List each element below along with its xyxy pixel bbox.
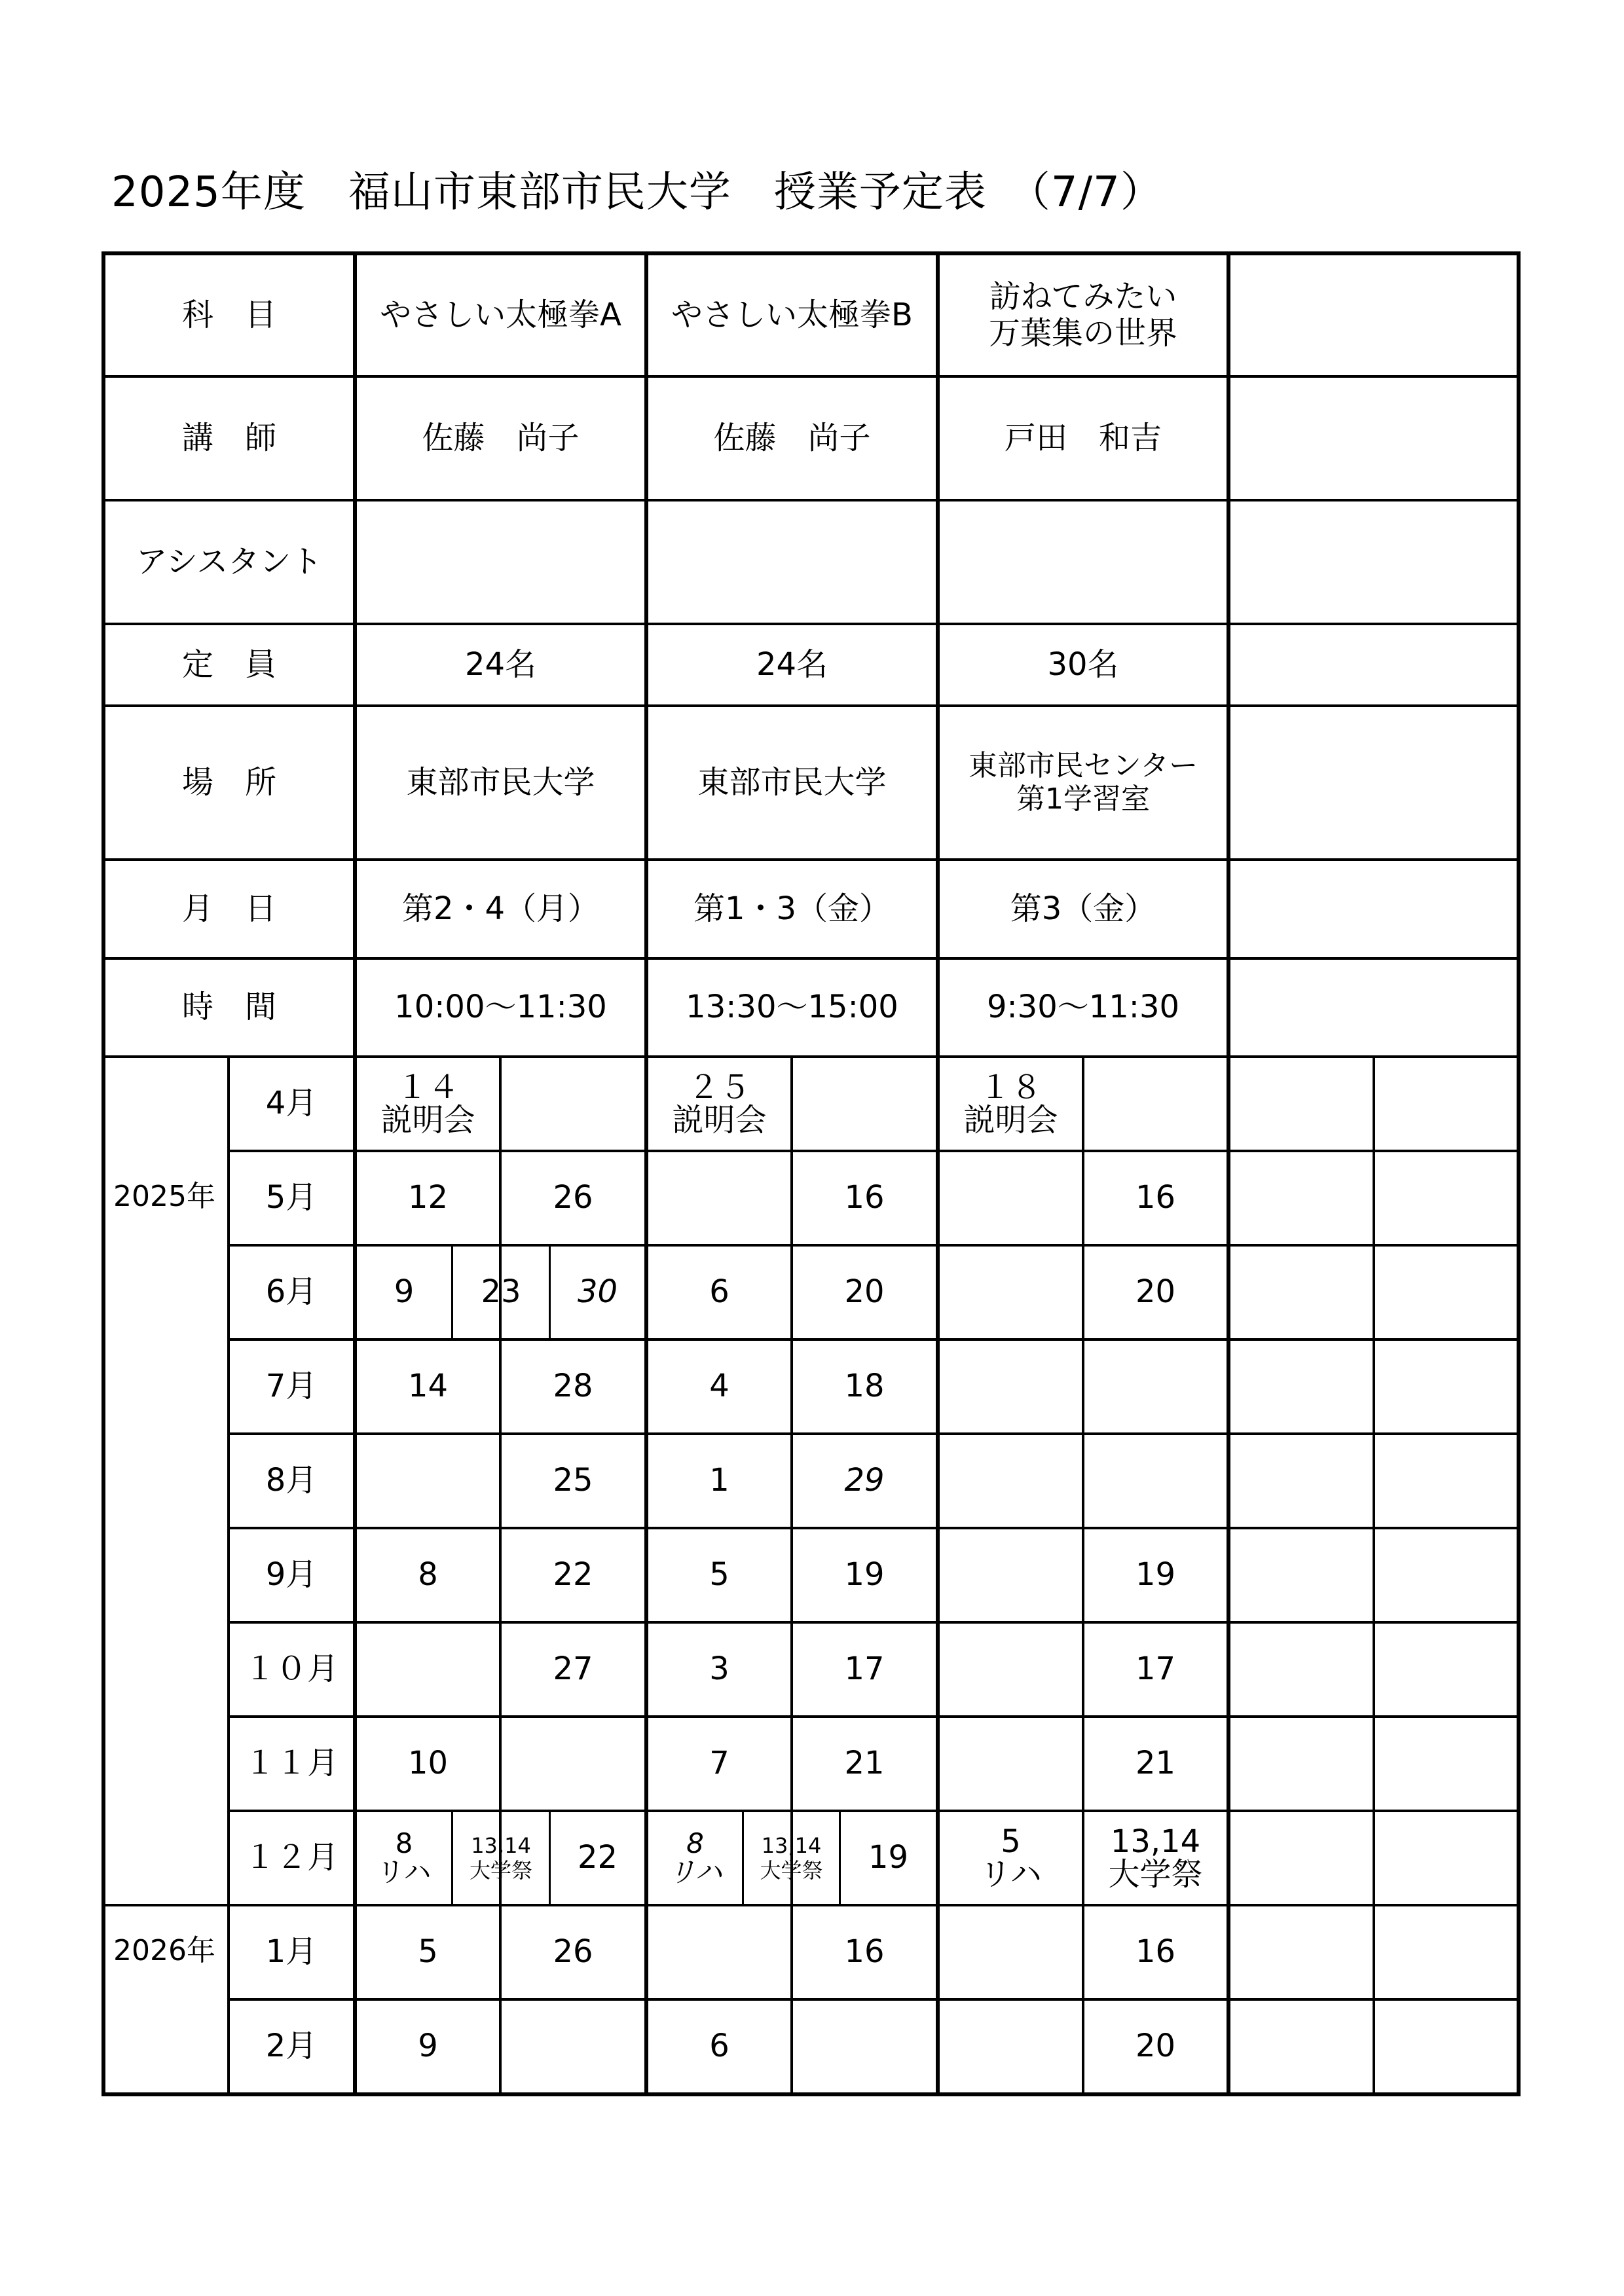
course-c-capacity: 30名 <box>1047 646 1119 683</box>
label-teacher: 講 師 <box>181 419 276 456</box>
date-cell: 8 リハ <box>668 1827 722 1888</box>
date-cell: 3 <box>709 1650 729 1688</box>
date-cell <box>940 1435 1082 1527</box>
year-label: 2025年 <box>113 1179 215 1213</box>
date-cell: 13,14 大学祭 <box>760 1832 823 1883</box>
date-cell: 27 <box>553 1650 593 1688</box>
date-cell: 19 <box>844 1556 885 1594</box>
month-label: 7月 <box>265 1368 318 1405</box>
course-a-capacity: 24名 <box>464 646 537 683</box>
date-cell: 20 <box>1135 1273 1176 1311</box>
course-b-place: 東部市民大学 <box>697 763 887 801</box>
course-b-capacity: 24名 <box>756 646 828 683</box>
date-cell: 5 リハ <box>980 1823 1042 1893</box>
date-cell: 6 <box>709 1273 729 1311</box>
course-d-teacher <box>1230 378 1517 499</box>
course-c-teacher: 戸田 和吉 <box>1004 419 1162 456</box>
date-cell: 16 <box>844 1933 885 1971</box>
date-cell: 26 <box>553 1933 593 1971</box>
course-c-day: 第3（金） <box>1010 890 1156 927</box>
label-day: 月 日 <box>181 890 276 927</box>
date-cell <box>357 1435 499 1527</box>
course-a-place: 東部市民大学 <box>406 763 595 801</box>
date-cell: 16 <box>1135 1933 1176 1971</box>
course-b-teacher: 佐藤 尚子 <box>713 419 871 456</box>
date-cell: 7 <box>709 1745 729 1782</box>
month-label: 5月 <box>265 1179 318 1216</box>
date-cell: 13,14 大学祭 <box>1108 1823 1203 1893</box>
date-cell <box>502 2001 644 2092</box>
date-cell: 19 <box>1135 1556 1176 1594</box>
label-capacity: 定 員 <box>181 646 276 683</box>
course-c-place: 東部市民センター 第1学習室 <box>968 748 1198 816</box>
date-cell: 9 <box>394 1273 415 1311</box>
course-d-time <box>1230 960 1517 1055</box>
date-cell <box>940 1906 1082 1998</box>
course-d-place <box>1230 707 1517 858</box>
date-cell <box>357 1624 499 1715</box>
course-c-time: 9:30～11:30 <box>986 989 1180 1026</box>
date-cell: 20 <box>1135 2028 1176 2065</box>
date-cell: 21 <box>1135 1745 1176 1782</box>
date-cell <box>940 1247 1082 1338</box>
month-label: 4月 <box>265 1085 318 1122</box>
date-cell: 16 <box>844 1179 885 1216</box>
date-cell: 8 リハ <box>377 1827 432 1888</box>
date-cell <box>940 1718 1082 1810</box>
date-cell: 30 <box>577 1273 618 1311</box>
date-cell: 23 <box>481 1273 521 1311</box>
month-label: １１月 <box>244 1745 339 1782</box>
course-b-day: 第1・3（金） <box>693 890 891 927</box>
date-cell: 26 <box>553 1179 593 1216</box>
course-d-day <box>1230 861 1517 957</box>
date-cell: 8 <box>418 1556 438 1594</box>
course-a-assistant <box>357 501 644 623</box>
course-d-subject <box>1230 255 1517 375</box>
year-label: 2026年 <box>113 1933 215 1967</box>
date-cell: 20 <box>844 1273 885 1311</box>
course-a-day: 第2・4（月） <box>401 890 600 927</box>
date-cell: 10 <box>407 1745 449 1782</box>
label-time: 時 間 <box>181 989 276 1026</box>
date-cell <box>648 1152 790 1244</box>
date-cell: 22 <box>553 1556 593 1594</box>
course-c-subject: 訪ねてみたい 万葉集の世界 <box>988 278 1177 352</box>
month-label: 8月 <box>265 1462 318 1499</box>
month-label: １２月 <box>244 1839 339 1876</box>
course-d-capacity <box>1230 625 1517 704</box>
date-cell: 17 <box>844 1650 885 1688</box>
course-a-teacher: 佐藤 尚子 <box>422 419 580 456</box>
month-label: １０月 <box>244 1650 339 1688</box>
date-cell <box>502 1718 644 1810</box>
date-cell: 17 <box>1135 1650 1176 1688</box>
date-cell: 18 <box>844 1368 885 1405</box>
label-place: 場 所 <box>181 763 276 801</box>
date-cell <box>940 2001 1082 2092</box>
date-cell: 29 <box>844 1462 885 1499</box>
label-subject: 科 目 <box>181 296 276 333</box>
date-cell: 28 <box>553 1368 593 1405</box>
date-cell: 1 <box>709 1462 729 1499</box>
date-cell: １４ 説明会 <box>380 1068 475 1139</box>
date-cell: 9 <box>418 2028 438 2065</box>
month-label: 1月 <box>265 1933 318 1971</box>
date-cell <box>648 1906 790 1998</box>
page-title: 2025年度 福山市東部市民大学 授業予定表 （7/7） <box>111 168 1163 217</box>
date-cell <box>793 2001 936 2092</box>
date-cell: ２５ 説明会 <box>672 1068 767 1139</box>
date-cell <box>940 1529 1082 1621</box>
date-cell: 25 <box>553 1462 593 1499</box>
date-cell: 22 <box>577 1839 618 1876</box>
month-label: 9月 <box>265 1556 318 1594</box>
date-cell <box>1084 1341 1227 1432</box>
date-cell: 14 <box>407 1368 449 1405</box>
course-a-subject: やさしい太極拳A <box>380 296 621 333</box>
course-b-subject: やさしい太極拳B <box>671 296 913 333</box>
date-cell: 13,14 大学祭 <box>469 1832 532 1883</box>
month-label: 6月 <box>265 1273 318 1311</box>
date-cell: 12 <box>407 1179 449 1216</box>
date-cell: 16 <box>1135 1179 1176 1216</box>
date-cell: 21 <box>844 1745 885 1782</box>
date-cell <box>940 1624 1082 1715</box>
date-cell: 5 <box>709 1556 729 1594</box>
date-cell: 6 <box>709 2028 729 2065</box>
month-label: 2月 <box>265 2028 318 2065</box>
date-cell: 19 <box>868 1839 909 1876</box>
label-assistant: アシスタント <box>136 543 323 580</box>
date-cell <box>1084 1435 1227 1527</box>
date-cell: １８ 説明会 <box>963 1068 1058 1139</box>
course-d-assistant <box>1230 501 1517 623</box>
course-a-time: 10:00～11:30 <box>394 989 607 1026</box>
date-cell <box>940 1152 1082 1244</box>
course-c-assistant <box>940 501 1227 623</box>
date-cell <box>940 1341 1082 1432</box>
date-cell: 4 <box>709 1368 729 1405</box>
date-cell: 5 <box>418 1933 438 1971</box>
col-divider <box>1373 1055 1375 2096</box>
course-b-assistant <box>648 501 936 623</box>
course-b-time: 13:30～15:00 <box>686 989 898 1026</box>
